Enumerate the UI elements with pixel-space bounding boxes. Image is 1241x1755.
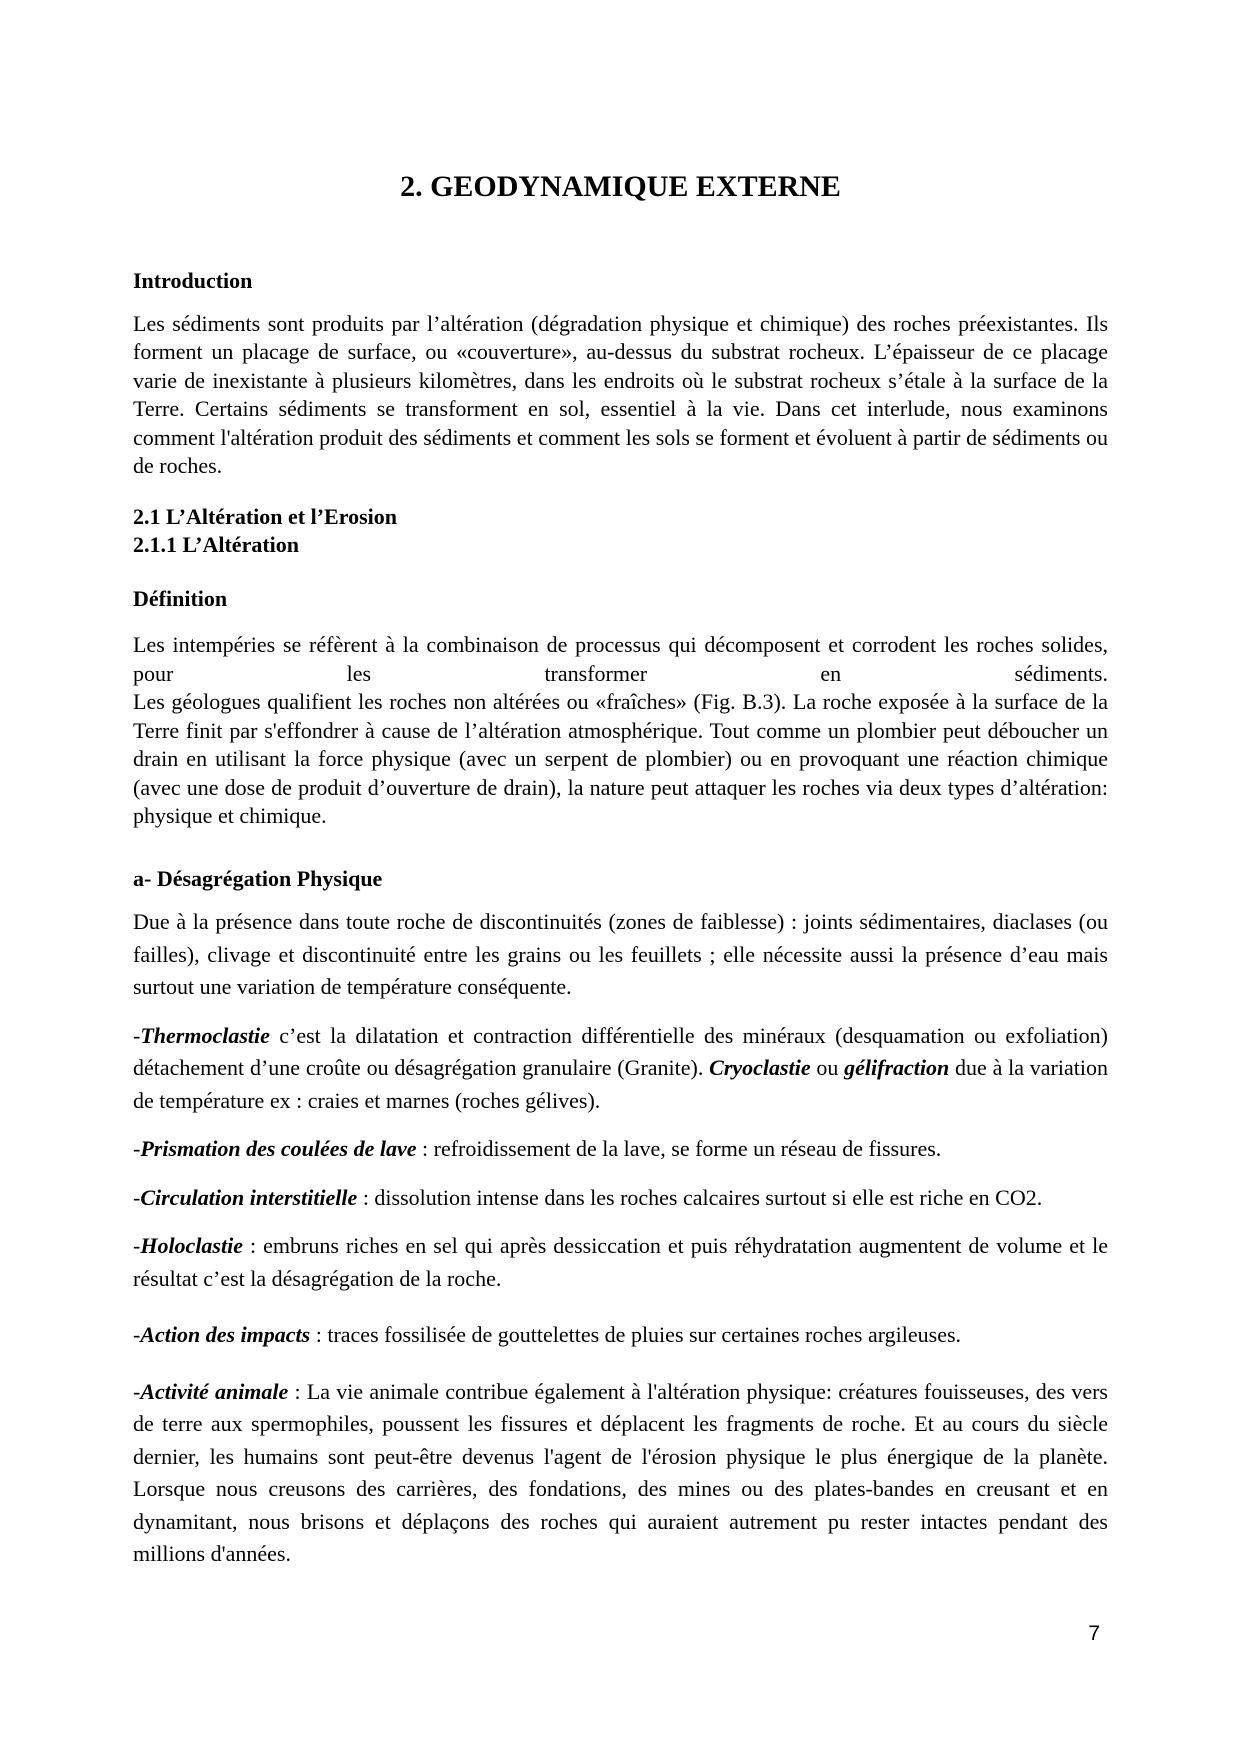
text-run: : La vie animale contribue également à l'altération physique: créatures fouisseuses, des vers de terre aux spermophiles, poussent les fissures et déplacent les fragments de roche. Et au cours du siècle dernier, les humains sont peut-être devenus l'agent de l'érosion physique le plus énergique de la planète. Lorsque nous creusons des carrières, des fondations, des mines ou des plates-bandes en creusant et en dynamitant, nous brisons et déplaçons des roches qui auraient autrement pu rester intactes pendant des millions d'années. (133, 1378, 1108, 1566)
heading-2-1-alteration-erosion: 2.1 L’Altération et l’Erosion (133, 503, 397, 529)
text-run: - (133, 1136, 141, 1161)
paragraph-definition-1 (133, 631, 1108, 688)
paragraph-thermoclastie (133, 1020, 1108, 1118)
paragraph-circulation-interstitielle (133, 1182, 1108, 1215)
heading-desagregation-physique: a- Désagrégation Physique (133, 865, 383, 891)
paragraph-introduction (133, 310, 1108, 481)
text-run: - (133, 1378, 141, 1404)
text-run: due à la variation de température ex : craies et marnes (roches gélives). (133, 1055, 1108, 1113)
text-run: : traces fossilisée de gouttelettes de pluies sur certaines roches argileuses. (310, 1322, 962, 1347)
emphasized-term: gélifraction (844, 1055, 950, 1080)
text-run: - (133, 1233, 141, 1258)
text-run: : dissolution intense dans les roches calcaires surtout si elle est riche en CO2. (357, 1184, 1043, 1210)
text-run: - (133, 1184, 141, 1210)
page-number: 7 (1088, 1622, 1100, 1645)
paragraph-discontinuites (133, 906, 1108, 1004)
text-run: ou (810, 1055, 845, 1080)
page-title: 2. GEODYNAMIQUE EXTERNE (400, 170, 841, 203)
emphasized-term: Cryoclastie (709, 1055, 811, 1080)
text-run: : embruns riches en sel qui après dessiccation et puis réhydratation augmentent de volume et le résultat c’est la désagrégation de la roche. (133, 1233, 1108, 1291)
paragraph-holoclastie (133, 1230, 1108, 1295)
paragraph-action-impacts (133, 1319, 1108, 1352)
emphasized-term: Activité animale (140, 1378, 289, 1404)
emphasized-term: Action des impacts (140, 1322, 311, 1347)
paragraph-definition-2 (133, 688, 1108, 831)
text-run: Les sédiments sont produits par l’altération (dégradation physique et chimique) des roches préexistantes. Ils forment un placage de surface, ou «couverture», au-dessus du substrat rocheux. L’épaisseur de ce placage varie de inexistante à plusieurs kilomètres, dans les endroits où le substrat rocheux s’étale à la surface de la Terre. Certains sédiments se transforment en sol, essentiel à la vie. Dans cet interlude, nous examinons comment l'altération produit des sédiments et comment les sols se forment et évoluent à partir de sédiments ou de roches. (133, 310, 1108, 478)
document-body (133, 267, 1108, 1571)
text-run: Due à la présence dans toute roche de discontinuités (zones de faiblesse) : joints sédimentaires, diaclases (ou failles), clivage et discontinuité entre les grains ou les feuillets ; elle nécessite aussi la présence d’eau mais surtout une variation de température conséquente. (133, 909, 1108, 999)
text-run: - (133, 1022, 141, 1048)
heading-2-1-1-alteration: 2.1.1 L’Altération (133, 532, 300, 557)
heading-introduction: Introduction (133, 268, 253, 293)
emphasized-term: Holoclastie (140, 1233, 243, 1258)
emphasized-term: Thermoclastie (140, 1022, 270, 1048)
text-run: Les géologues qualifient les roches non altérées ou «fraîches» (Fig. B.3). La roche exposée à la surface de la Terre finit par s'effondrer à cause de l’altération atmosphérique. Tout comme un plombier peut déboucher un drain en utilisant la force physique (avec un serpent de plombier) ou en provoquant une réaction chimique (avec une dose de produit d’ouverture de drain), la nature peut attaquer les roches via deux types d’altération: physique et chimique. (133, 689, 1108, 828)
heading-definition: Définition (133, 585, 228, 611)
text-run: : refroidissement de la lave, se forme un réseau de fissures. (416, 1136, 942, 1161)
emphasized-term: Prismation des coulées de lave (140, 1136, 417, 1161)
text-run: - (133, 1322, 141, 1347)
paragraph-activite-animale (133, 1376, 1108, 1571)
text-run: c’est la dilatation et contraction différentielle des minéraux (desquamation ou exfoliation) détachement d’une croûte ou désagrégation granulaire (Granite). (133, 1022, 1108, 1080)
emphasized-term: Circulation interstitielle (140, 1184, 358, 1210)
text-run: Les intempéries se réfèrent à la combinaison de processus qui décomposent et corrodent les roches solides, pour les transformer en sédiments. (133, 632, 1108, 686)
paragraph-prismation (133, 1133, 1108, 1166)
